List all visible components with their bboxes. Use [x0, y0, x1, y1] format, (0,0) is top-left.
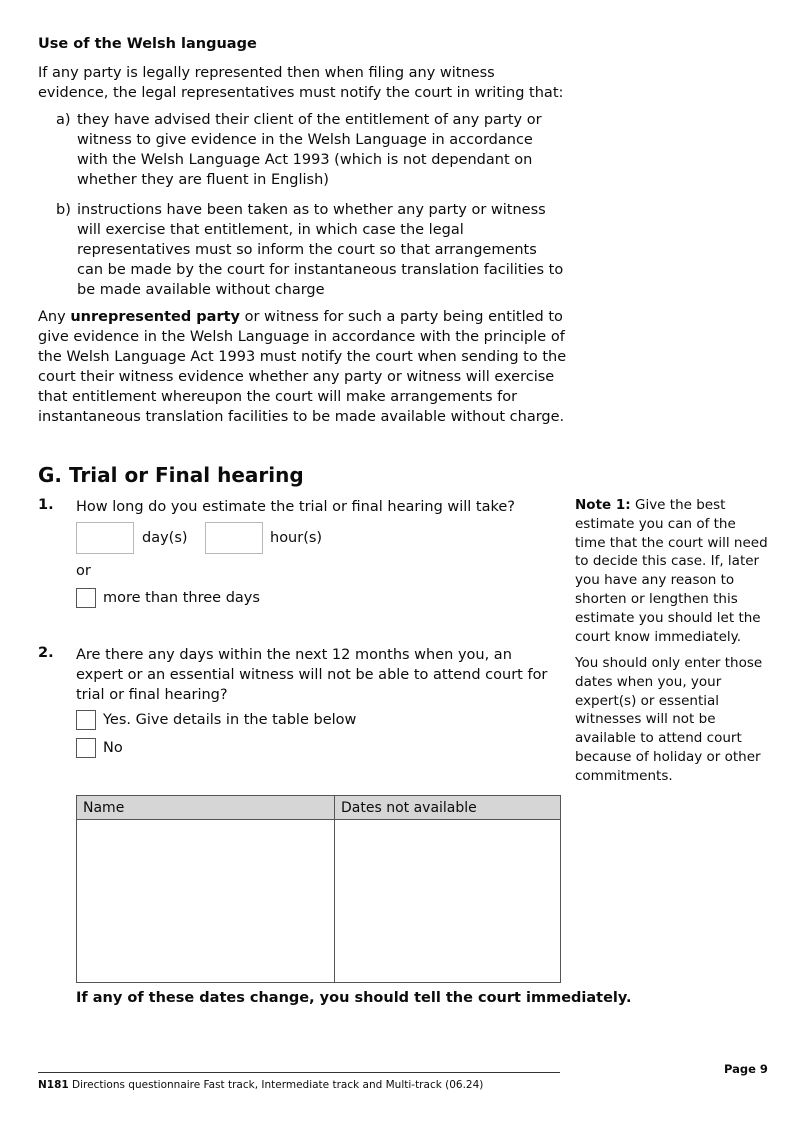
yes-label: Yes. Give details in the table below — [103, 712, 357, 728]
dates-table — [76, 795, 561, 983]
section-title: G. Trial or Final hearing — [38, 463, 304, 487]
hours-input[interactable] — [205, 522, 263, 554]
form-title: Directions questionnaire Fast track, Intermediate track and Multi-track (06.24) — [68, 1079, 484, 1091]
more-than-three-days-label: more than three days — [103, 590, 260, 606]
table-row — [77, 820, 561, 983]
form-code: N181 — [38, 1079, 69, 1091]
name-cell[interactable] — [77, 820, 335, 983]
note-2: You should only enter those dates when you, your expert(s) or essential witnesses will not be available to attend court because of holiday or other commitments. — [575, 655, 763, 784]
dates-cell[interactable] — [335, 820, 561, 983]
list-item-b — [56, 200, 566, 300]
para2-rest: or witness for such a party being entitled to give evidence in the Welsh Language in accordance with the principle of the Welsh Language Act 1993 must notify the court when sending to the court their witness evidence whether any party or witness will exercise that entitlement whereupon the court will make arrangements for instantaneous translation facilities to be made available without charge. — [38, 309, 567, 425]
hours-label: hour(s) — [270, 530, 323, 546]
footer-text — [38, 1079, 483, 1091]
note-1-label: Note 1: — [575, 497, 631, 513]
days-input[interactable] — [76, 522, 134, 554]
list-item-label: b) — [56, 202, 71, 218]
no-checkbox[interactable] — [76, 738, 96, 758]
no-label: No — [103, 740, 123, 756]
note-1 — [575, 496, 770, 646]
welsh-heading: Use of the Welsh language — [38, 36, 257, 52]
yes-checkbox[interactable] — [76, 710, 96, 730]
welsh-intro: If any party is legally represented then when filing any witness evidence, the legal representatives must notify the court in writing that: — [38, 65, 564, 101]
q2-number: 2. — [38, 645, 54, 661]
name-column-header: Name — [77, 796, 335, 820]
list-item-text: instructions have been taken as to whether any party or witness will exercise that entitlement, in which case the legal representatives must so inform the court so that arrangements can be made by the court for instantaneous translation facilities to be made available without charge — [77, 202, 564, 298]
more-than-three-days-checkbox[interactable] — [76, 588, 96, 608]
para2-start: Any — [38, 309, 71, 325]
or-text: or — [76, 563, 91, 579]
list-item-text: they have advised their client of the entitlement of any party or witness to give evidence in the Welsh Language in accordance with the Welsh Language Act 1993 (which is not dependant on whether they are fluent in English) — [77, 112, 542, 188]
page-number: Page 9 — [724, 1062, 768, 1076]
dates-column-header: Dates not available — [335, 796, 561, 820]
days-label: day(s) — [142, 530, 188, 546]
para2-bold: unrepresented party — [70, 309, 240, 325]
q1-text: How long do you estimate the trial or final hearing will take? — [76, 499, 516, 515]
note-1-text: Give the best estimate you can of the time that the court will need to decide this case. If, later you have any reason to shorten or lengthen this estimate you should let the court know immediately. — [575, 497, 768, 645]
q1-number: 1. — [38, 497, 54, 513]
q2-text: Are there any days within the next 12 months when you, an expert or an essential witness will not be able to attend court for trial or final hearing? — [76, 647, 548, 703]
dates-change-warning: If any of these dates change, you should tell the court immediately. — [76, 990, 632, 1006]
list-item-label: a) — [56, 112, 71, 128]
unrepresented-party-paragraph — [38, 307, 568, 427]
list-item-a — [56, 110, 566, 190]
footer-divider — [38, 1072, 560, 1073]
